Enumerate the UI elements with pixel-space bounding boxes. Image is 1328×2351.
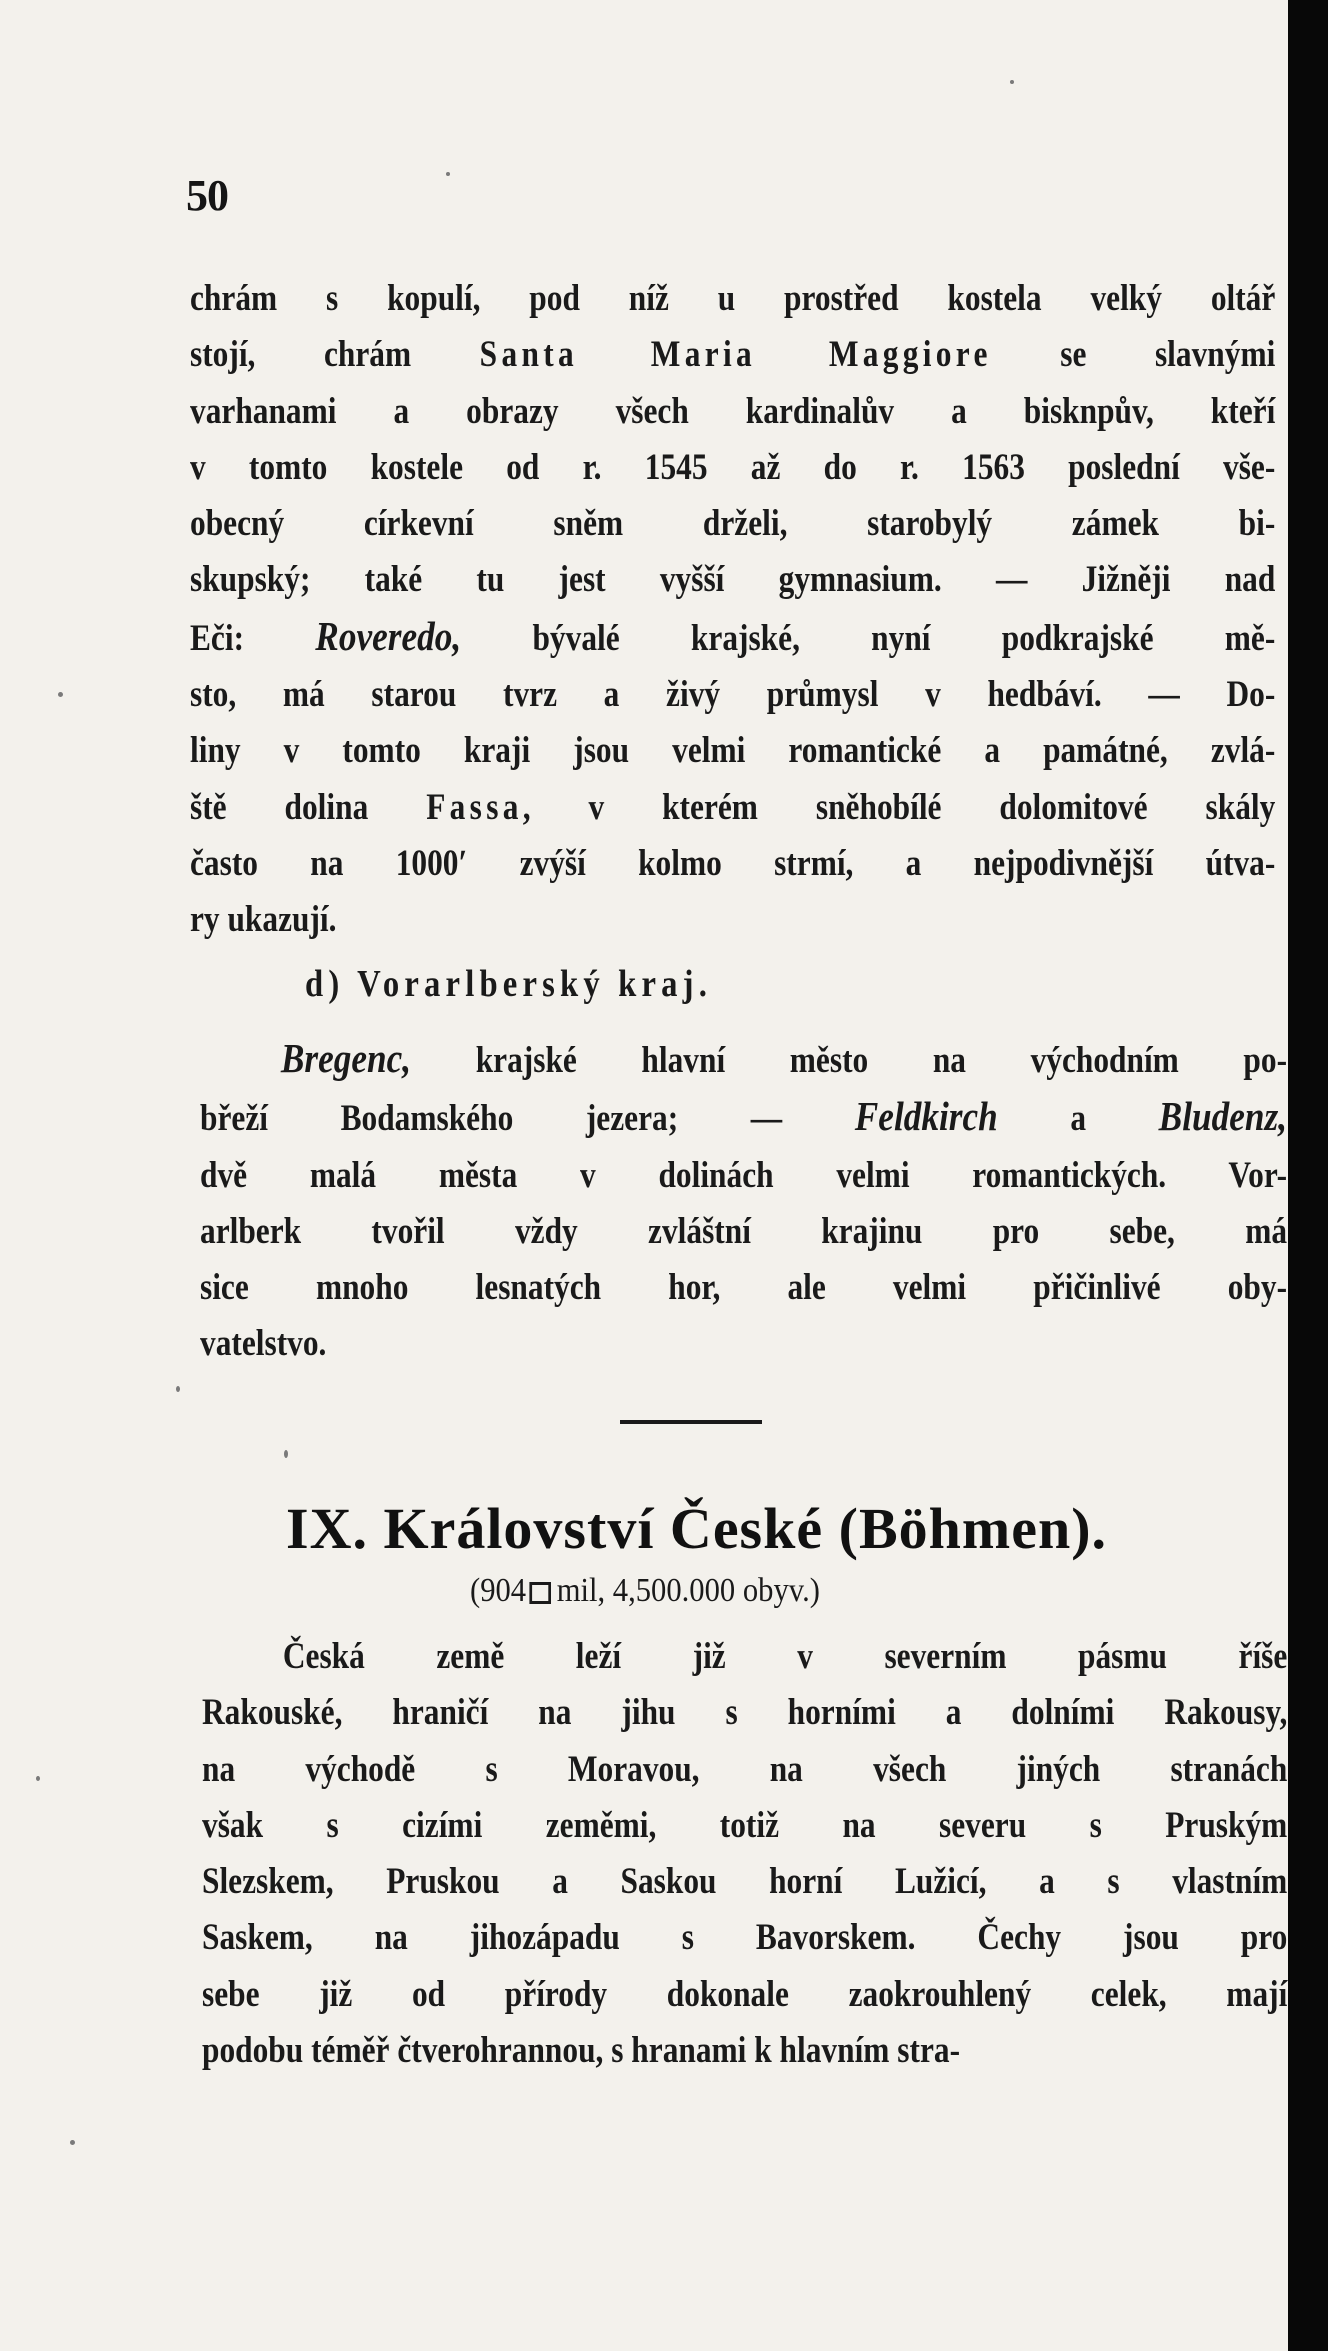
- italic-place-name: Bludenz,: [1158, 1093, 1288, 1140]
- text-segment: skupský; také tu jest vyšší gymnasium. — Jižněji nad: [190, 558, 1276, 600]
- text-segment: Slezskem, Pruskou a Saskou horní Lužicí, a s vlastním: [202, 1860, 1288, 1902]
- text-segment: obecný církevní sněm drželi, starobylý zámek bi-: [190, 502, 1276, 544]
- text-line: [200, 1088, 1287, 1146]
- text-segment: sto, má starou tvrz a živý průmysl v hedbáví. — Do-: [190, 673, 1276, 715]
- text-segment: často na 1000ʹ zvýší kolmo strmí, a nejpodivnější útva-: [190, 841, 1276, 883]
- text-segment: vatelstvo.: [200, 1322, 327, 1364]
- square-unit-icon: [530, 1582, 552, 1604]
- italic-place-name: Roveredo,: [315, 612, 462, 659]
- chapter-area-value: (904: [470, 1572, 527, 1609]
- text-line: [190, 383, 1275, 439]
- text-line: [190, 835, 1275, 891]
- text-line: [202, 1853, 1287, 1909]
- page-number: 50: [186, 171, 228, 220]
- section-divider: [620, 1420, 762, 1424]
- paper-speck: [70, 2140, 75, 2145]
- text-line: [202, 1684, 1287, 1740]
- text-line: [202, 1628, 1287, 1684]
- text-segment: sice mnoho lesnatých hor, ale velmi přičinlivé oby-: [200, 1266, 1288, 1308]
- paper-speck: [36, 1776, 40, 1781]
- text-segment: liny v tomto kraji jsou velmi romantické a památné, zvlá-: [190, 729, 1276, 771]
- text-segment: ště dolina: [190, 785, 427, 827]
- spaced-name: Santa Maria Maggiore: [479, 333, 992, 375]
- text-line: [202, 1741, 1287, 1797]
- text-segment: krajské hlavní město na východním po-: [411, 1039, 1288, 1080]
- text-segment: však s cizími zeměmi, totiž na severu s Pruským: [202, 1803, 1288, 1845]
- text-segment: podobu téměř čtverohrannou, s hranami k hlavním stra-: [202, 2029, 961, 2071]
- text-segment: Saskem, na jihozápadu s Bavorskem. Čechy jsou pro: [202, 1916, 1288, 1958]
- text-line: [200, 1030, 1287, 1088]
- paper-speck: [176, 1386, 180, 1392]
- text-line: [190, 666, 1275, 722]
- text-line: [202, 2022, 1287, 2078]
- text-segment: ry ukazují.: [190, 898, 337, 940]
- text-line: [190, 326, 1275, 382]
- text-line: [190, 608, 1275, 666]
- text-segment: varhanami a obrazy všech kardinalův a bisknpův, kteří: [190, 389, 1276, 431]
- text-segment: se slavnými: [991, 333, 1276, 375]
- text-line: [190, 439, 1275, 495]
- paper-speck: [284, 1450, 288, 1458]
- italic-place-name: Feldkirch: [854, 1093, 998, 1140]
- scan-border: [1288, 0, 1328, 2351]
- paper-speck: [446, 172, 450, 176]
- text-line: [190, 722, 1275, 778]
- text-segment: břeží Bodamského jezera; —: [200, 1097, 855, 1139]
- section-heading-vorarlberg: d) Vorarlberský kraj.: [305, 963, 713, 1005]
- text-segment: arlberk tvořil vždy zvláštní krajinu pro sebe, má: [200, 1209, 1288, 1251]
- chapter-title: IX. Království České (Böhmen).: [286, 1496, 1108, 1561]
- paragraph-vorarlberg: [200, 1030, 1287, 1372]
- text-line: [190, 270, 1275, 326]
- text-segment: sebe již od přírody dokonale zaokrouhlený celek, mají: [202, 1972, 1288, 2014]
- text-segment: Rakouské, hraničí na jihu s horními a dolními Rakousy,: [202, 1691, 1288, 1733]
- text-line: [190, 779, 1275, 835]
- text-line: [190, 551, 1275, 607]
- text-segment: v tomto kostele od r. 1545 až do r. 1563 poslední vše-: [190, 445, 1276, 487]
- chapter-area-unit-population: mil, 4,500.000 obyv.): [556, 1572, 820, 1609]
- paper-speck: [1010, 80, 1014, 84]
- paragraph-bohemia: [202, 1628, 1287, 2078]
- chapter-area-population: [470, 1572, 820, 1610]
- text-segment: , v kterém sněhobílé dolomitové skály: [522, 785, 1276, 827]
- text-segment: na východě s Moravou, na všech jiných stranách: [202, 1747, 1288, 1789]
- text-line: [200, 1315, 1287, 1371]
- text-line: [202, 1797, 1287, 1853]
- text-line: [202, 1966, 1287, 2022]
- italic-place-name: Bregenc,: [280, 1035, 412, 1081]
- text-line: [200, 1203, 1287, 1259]
- text-segment: dvě malá města v dolinách velmi romantických. Vor-: [200, 1153, 1288, 1195]
- text-segment: bývalé krajské, nyní podkrajské mě-: [461, 616, 1276, 658]
- text-segment: Česká země leží již v severním pásmu říše: [282, 1635, 1288, 1676]
- text-segment: stojí, chrám: [190, 333, 480, 375]
- spaced-name: Fassa: [426, 785, 523, 827]
- text-segment: chrám s kopulí, pod níž u prostřed kostela velký oltář: [190, 277, 1276, 318]
- paragraph-tyrol-continued: [190, 270, 1275, 948]
- paper-speck: [58, 692, 63, 697]
- text-line: [202, 1909, 1287, 1965]
- text-line: [200, 1259, 1287, 1315]
- text-segment: Eči:: [190, 616, 316, 658]
- text-segment: a: [997, 1097, 1159, 1139]
- text-line: [190, 891, 1275, 947]
- text-line: [190, 495, 1275, 551]
- text-line: [200, 1147, 1287, 1203]
